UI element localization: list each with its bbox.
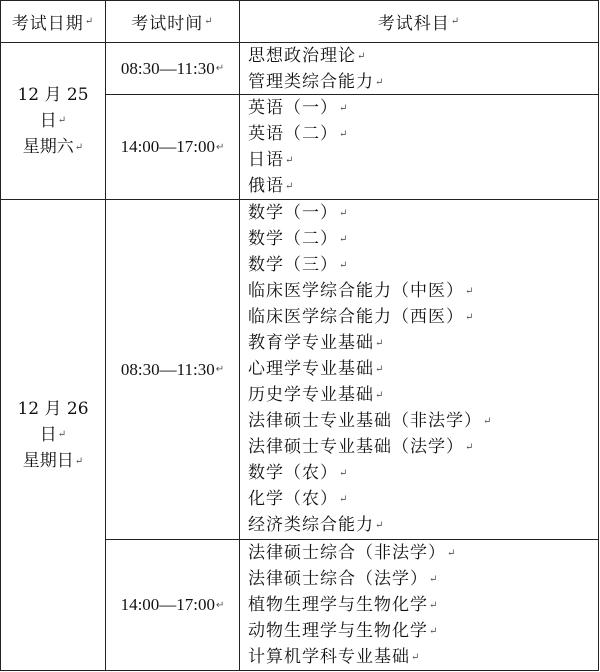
subject-item: 教育学专业基础↵ — [248, 333, 385, 353]
paragraph-mark-icon: ↵ — [339, 259, 349, 271]
paragraph-mark-icon: ↵ — [483, 415, 493, 427]
paragraph-mark-icon: ↵ — [74, 141, 84, 153]
date-text: 12 月 26 — [17, 398, 89, 419]
paragraph-mark-icon: ↵ — [339, 467, 349, 479]
paragraph-mark-icon: ↵ — [339, 233, 349, 245]
paragraph-mark-icon: ↵ — [375, 363, 385, 375]
date-cell-day1 — [1, 43, 106, 200]
paragraph-mark-icon: ↵ — [465, 441, 475, 453]
paragraph-mark-icon: ↵ — [216, 141, 225, 153]
subject-item: 数学（二）↵ — [248, 229, 349, 249]
paragraph-mark-icon: ↵ — [375, 519, 385, 531]
paragraph-mark-icon: ↵ — [450, 16, 461, 27]
header-date — [1, 1, 106, 43]
paragraph-mark-icon: ↵ — [447, 547, 457, 559]
paragraph-mark-icon: ↵ — [285, 180, 295, 192]
time-cell-day1-afternoon — [106, 95, 240, 200]
subject-item: 植物生理学与生物化学↵ — [248, 595, 439, 615]
header-subject — [240, 1, 599, 43]
paragraph-mark-icon: ↵ — [375, 389, 385, 401]
paragraph-mark-icon: ↵ — [57, 429, 67, 440]
subject-item: 数学（农）↵ — [248, 463, 349, 483]
date-text: 日 — [39, 424, 57, 445]
subject-item: 计算机学科专业基础↵ — [248, 647, 421, 667]
subject-item: 经济类综合能力↵ — [248, 515, 385, 535]
paragraph-mark-icon: ↵ — [339, 207, 349, 219]
paragraph-mark-icon: ↵ — [429, 625, 439, 637]
paragraph-mark-icon: ↵ — [339, 128, 349, 140]
header-time — [106, 1, 240, 43]
subject-item: 数学（三）↵ — [248, 255, 349, 275]
paragraph-mark-icon: ↵ — [84, 16, 95, 27]
paragraph-mark-icon: ↵ — [285, 154, 295, 166]
date-text: 日 — [39, 110, 57, 131]
subject-item: 法律硕士专业基础（非法学）↵ — [248, 411, 493, 431]
subject-item: 心理学专业基础↵ — [248, 359, 385, 379]
subject-item: 临床医学综合能力（中医）↵ — [248, 281, 475, 301]
subject-item: 英语（一）↵ — [248, 98, 349, 118]
paragraph-mark-icon: ↵ — [465, 285, 475, 297]
subject-item: 化学（农）↵ — [248, 489, 349, 509]
paragraph-mark-icon: ↵ — [74, 455, 84, 467]
date-cell-day2 — [1, 200, 106, 671]
paragraph-mark-icon: ↵ — [465, 311, 475, 323]
paragraph-mark-icon: ↵ — [339, 493, 349, 505]
subject-item: 法律硕士综合（非法学）↵ — [248, 543, 457, 563]
paragraph-mark-icon: ↵ — [204, 16, 214, 27]
paragraph-mark-icon: ↵ — [216, 599, 225, 611]
header-time-label: 考试时间 — [131, 14, 204, 34]
subject-item: 临床医学综合能力（西医）↵ — [248, 307, 475, 327]
subject-item: 法律硕士综合（法学）↵ — [248, 569, 439, 589]
subject-cell-day1-morning — [240, 43, 599, 95]
weekday-text: 星期日 — [22, 451, 74, 471]
paragraph-mark-icon: ↵ — [375, 76, 385, 88]
subject-item: 日语↵ — [248, 150, 295, 170]
header-subject-label: 考试科目 — [377, 14, 450, 34]
paragraph-mark-icon: ↵ — [375, 337, 385, 349]
paragraph-mark-icon: ↵ — [357, 50, 367, 62]
time-cell-day2-morning — [106, 200, 240, 540]
subject-item: 思想政治理论↵ — [248, 46, 367, 66]
paragraph-mark-icon: ↵ — [339, 102, 349, 114]
subject-item: 历史学专业基础↵ — [248, 385, 385, 405]
time-text: 14:00—17:00 — [120, 595, 216, 614]
subject-cell-day2-afternoon — [240, 540, 599, 671]
subject-item: 英语（二）↵ — [248, 124, 349, 144]
paragraph-mark-icon: ↵ — [57, 115, 67, 126]
header-date-label: 考试日期 — [11, 14, 84, 34]
date-text: 12 月 25 — [17, 84, 89, 105]
paragraph-mark-icon: ↵ — [215, 364, 225, 375]
subject-item: 法律硕士专业基础（法学）↵ — [248, 437, 475, 457]
subject-cell-day1-afternoon — [240, 95, 599, 200]
time-text: 14:00—17:00 — [120, 137, 216, 156]
paragraph-mark-icon: ↵ — [429, 573, 439, 585]
subject-item: 俄语↵ — [248, 176, 295, 196]
subject-cell-day2-morning — [240, 200, 599, 540]
paragraph-mark-icon: ↵ — [429, 599, 439, 611]
paragraph-mark-icon: ↵ — [215, 63, 225, 74]
time-cell-day2-afternoon — [106, 540, 240, 671]
subject-item: 管理类综合能力↵ — [248, 72, 385, 92]
subject-item: 数学（一）↵ — [248, 203, 349, 223]
time-cell-day1-morning — [106, 43, 240, 95]
paragraph-mark-icon: ↵ — [411, 651, 421, 663]
time-text: 08:30—11:30 — [120, 359, 215, 379]
time-text: 08:30—11:30 — [120, 58, 215, 78]
subject-item: 动物生理学与生物化学↵ — [248, 621, 439, 641]
weekday-text: 星期六 — [22, 137, 74, 157]
